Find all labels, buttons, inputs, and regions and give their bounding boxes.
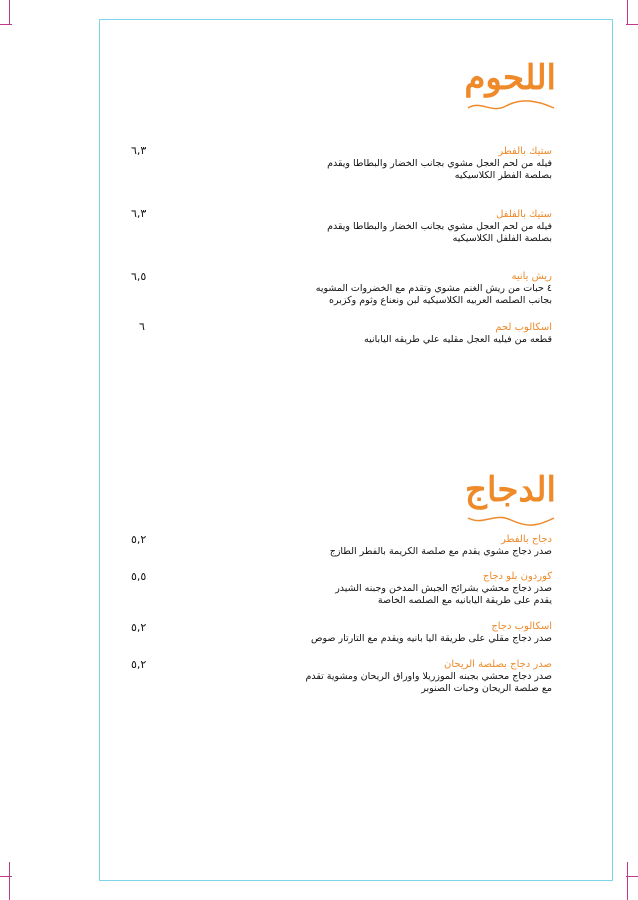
item-price: ٦,٥ (131, 270, 147, 283)
item-name: اسكالوب لحم (495, 322, 552, 333)
crop-mark (626, 876, 638, 877)
item-price: ٦ (139, 320, 145, 333)
item-price: ٦,٣ (131, 207, 147, 220)
crop-mark (9, 0, 10, 24)
crop-mark (0, 876, 12, 877)
item-name: ستيك بالفلفل (496, 209, 552, 220)
crop-mark (627, 0, 628, 24)
flourish-ornament-icon (466, 512, 556, 526)
item-name: ريش يانيه (511, 271, 552, 282)
crop-mark (626, 24, 638, 25)
menu-item (252, 658, 552, 695)
item-desc-line: بجانب الصلصه العربيه الكلاسيكيه لبن ونعناع وثوم وكزبره (329, 295, 552, 306)
item-name: صدر دجاج بصلصة الريحان (443, 659, 552, 670)
item-desc-line: صدر دجاج محشي بجبنه الموزريلا واوراق الريحان ومشوية تقدم (305, 671, 552, 682)
item-desc-line: فيله من لحم العجل مشوي بجانب الخضار والبطاطا ويقدم (327, 221, 552, 232)
menu-item (252, 270, 552, 307)
item-price: ٦,٣ (131, 144, 147, 157)
section-title: اللحوم (464, 58, 556, 98)
item-name: ستيك بالفطر (498, 146, 552, 157)
crop-mark (627, 862, 628, 900)
item-desc-line: مع صلصة الريحان وحبات الصنوبر (421, 683, 552, 694)
item-desc-line: صدر دجاج محشي بشرائح الجبش المدخن وجبنه الشيدر (335, 583, 552, 594)
item-name: اسكالوب دجاج (491, 621, 552, 632)
item-name: دجاج بالفطر (501, 534, 552, 545)
menu-item (252, 321, 552, 346)
item-desc-line: صدر دجاج مشوي يقدم مع صلصة الكريمة بالفطر الطازج (329, 546, 552, 557)
item-name: كوردون بلو دجاج (482, 571, 552, 582)
item-desc-line: قطعه من فيليه العجل مقليه علي طريقه اليابانيه (364, 334, 552, 345)
menu-item (252, 145, 552, 182)
item-desc-line: بصلصة الفطر الكلاسيكيه (454, 170, 552, 181)
item-desc-line: يقدم على طريقة اليابانيه مع الصلصه الخاصة (377, 595, 552, 606)
item-desc-line: ٤ حبات من ريش الغنم مشوي وتقدم مع الخضروات المشويه (315, 283, 552, 294)
item-price: ٥,٢ (131, 533, 147, 546)
section-heading-chicken (466, 470, 556, 520)
menu-item (252, 620, 552, 645)
item-desc-line: بصلصة الفلفل الكلاسيكيه (452, 233, 552, 244)
menu-item (252, 570, 552, 607)
section-title: الدجاج (465, 470, 556, 510)
item-desc-line: فيله من لحم العجل مشوي بجانب الخضار والبطاطا ويقدم (327, 158, 552, 169)
section-heading-meat (466, 58, 556, 108)
flourish-ornament-icon (466, 100, 556, 114)
menu-item (252, 208, 552, 245)
item-price: ٥,٥ (131, 570, 147, 583)
crop-mark (9, 862, 10, 900)
crop-mark (0, 24, 12, 25)
item-desc-line: صدر دجاج مقلي على طريقة اليا بانيه ويقدم مع التارتار صوص (311, 633, 552, 644)
item-price: ٥,٢ (131, 658, 147, 671)
item-price: ٥,٢ (131, 621, 147, 634)
menu-item (252, 533, 552, 558)
